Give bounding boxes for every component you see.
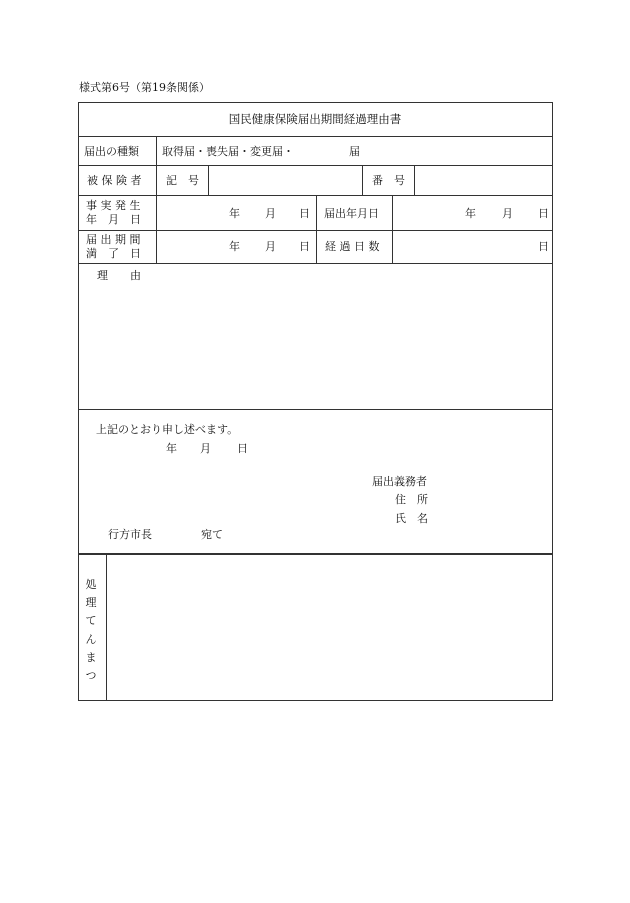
declaration-day-unit: 日 xyxy=(237,442,248,455)
occurrence-day-unit: 日 xyxy=(299,207,310,220)
processing-label xyxy=(85,576,97,685)
processing-char: 理 xyxy=(85,596,97,610)
col-number-left xyxy=(362,165,363,195)
divider-title xyxy=(78,136,553,137)
declaration-statement: 上記のとおり申し述べます。 xyxy=(96,423,239,436)
declaration-month-unit: 月 xyxy=(200,442,211,455)
name-label: 氏 名 xyxy=(395,512,428,525)
number-label: 番 号 xyxy=(372,174,405,187)
occurrence-label-line1: 事 実 発 生 xyxy=(86,199,141,212)
elapsed-days-label: 経 過 日 数 xyxy=(325,240,380,253)
filing-day-unit: 日 xyxy=(538,207,549,220)
divider-reason xyxy=(78,409,553,410)
processing-char: ん xyxy=(85,632,97,646)
elapsed-days-unit: 日 xyxy=(538,240,549,253)
divider-deadline xyxy=(78,263,553,264)
processing-area[interactable] xyxy=(108,556,551,699)
reason-label: 理 由 xyxy=(97,269,141,282)
processing-char: ま xyxy=(85,650,97,664)
form-title: 国民健康保険届出期間経過理由書 xyxy=(228,112,402,126)
divider-processing xyxy=(78,553,553,555)
obligor-label: 届出義務者 xyxy=(372,475,427,488)
deadline-day-unit: 日 xyxy=(299,240,310,253)
occurrence-year-unit: 年 xyxy=(229,207,240,220)
filing-month-unit: 月 xyxy=(502,207,513,220)
occurrence-month-unit: 月 xyxy=(265,207,276,220)
notification-type-suffix: 届 xyxy=(349,145,360,158)
addressee-suffix: 宛て xyxy=(201,528,223,541)
address-label: 住 所 xyxy=(395,493,428,506)
insured-label: 被 保 険 者 xyxy=(87,174,142,187)
symbol-field[interactable] xyxy=(209,166,361,194)
col-middle-left xyxy=(316,195,317,263)
processing-char: て xyxy=(85,614,97,628)
symbol-label: 記 号 xyxy=(166,174,199,187)
col-middle-right xyxy=(392,195,393,263)
addressee: 行方市長 xyxy=(108,528,152,541)
processing-char: 処 xyxy=(85,578,97,591)
reason-area[interactable] xyxy=(79,285,551,407)
filing-date-label: 届出年月日 xyxy=(324,207,379,220)
notification-type-label: 届出の種類 xyxy=(84,145,139,158)
col-label-divider xyxy=(156,136,157,263)
form-number: 様式第6号（第19条関係） xyxy=(79,81,210,94)
deadline-label-line1: 届 出 期 間 xyxy=(86,233,141,246)
deadline-month-unit: 月 xyxy=(265,240,276,253)
declaration-year-unit: 年 xyxy=(166,442,177,455)
deadline-year-unit: 年 xyxy=(229,240,240,253)
number-field[interactable] xyxy=(415,166,552,194)
col-processing-divider xyxy=(106,553,107,701)
filing-year-unit: 年 xyxy=(465,207,476,220)
processing-char: つ xyxy=(85,669,97,683)
deadline-label-line2: 満 了 日 xyxy=(86,247,141,260)
occurrence-label-line2: 年 月 日 xyxy=(86,213,141,226)
notification-type-value: 取得届・喪失届・変更届・ xyxy=(162,145,294,158)
